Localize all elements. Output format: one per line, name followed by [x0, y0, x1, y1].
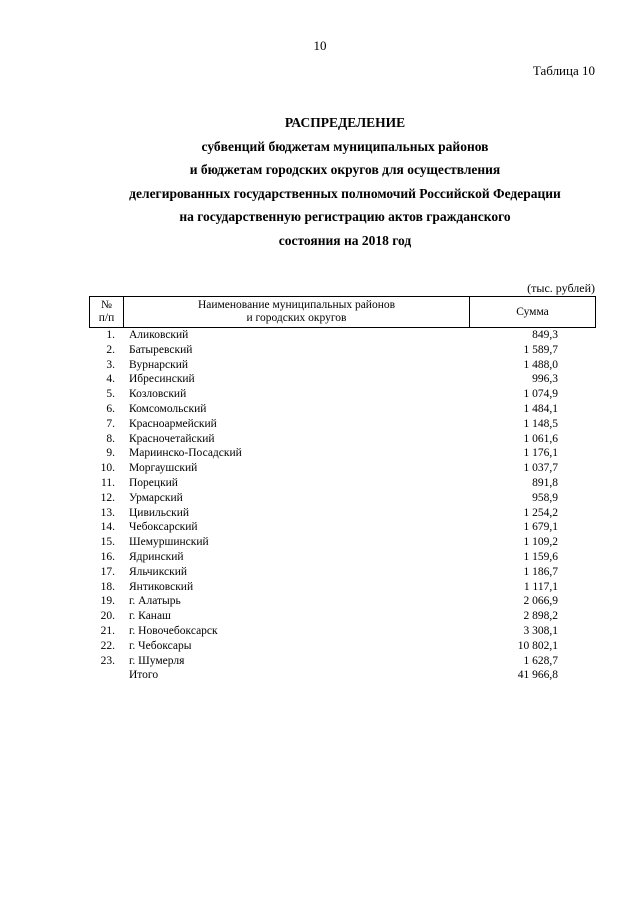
row-number: 22. [100, 639, 115, 652]
row-name: Козловский [129, 388, 187, 401]
total-row [89, 668, 596, 683]
table-row [89, 343, 596, 358]
row-number: 8. [106, 432, 115, 445]
table-row [89, 432, 596, 447]
row-name: г. Канаш [129, 610, 171, 623]
header-number [90, 297, 124, 327]
row-sum: 1 037,7 [523, 462, 558, 475]
table-row [89, 654, 596, 669]
row-sum: 849,3 [532, 329, 558, 341]
table-row [89, 491, 596, 506]
header-sum: Сумма [516, 305, 549, 318]
table-row [89, 565, 596, 580]
table-row [89, 476, 596, 491]
row-sum: 1 628,7 [523, 654, 558, 667]
row-number: 14. [100, 521, 115, 534]
units-note: (тыс. рублей) [527, 281, 595, 295]
header-number-line: п/п [98, 312, 115, 324]
row-number: 18. [100, 580, 115, 593]
row-name: Чебоксарский [129, 521, 198, 534]
row-sum: 1 159,6 [523, 550, 558, 563]
row-name: Мариинско-Посадский [129, 447, 242, 460]
table-row [89, 506, 596, 521]
header-name-line: Наименование муниципальных районов [197, 299, 396, 311]
row-sum: 958,9 [532, 491, 558, 504]
row-sum: 891,8 [532, 476, 558, 489]
table-row [89, 535, 596, 550]
row-number: 10. [100, 462, 115, 475]
row-sum: 1 117,1 [523, 580, 558, 593]
table-row [89, 624, 596, 639]
table-row [89, 328, 596, 343]
row-number: 6. [106, 402, 115, 415]
table-body [89, 328, 596, 668]
row-name: Урмарский [129, 491, 183, 504]
title-line: и бюджетам городских округов для осуществления [189, 162, 501, 178]
page-number: 10 [313, 38, 327, 53]
row-number: 21. [100, 624, 115, 637]
row-number: 5. [106, 388, 115, 401]
table-row [89, 402, 596, 417]
subsidy-table [89, 296, 596, 683]
table-row [89, 387, 596, 402]
row-number: 23. [100, 654, 115, 667]
row-number: 11. [101, 476, 115, 489]
table-row [89, 372, 596, 387]
table-row [89, 550, 596, 565]
row-name: Цивильский [129, 506, 190, 519]
row-name: Красноармейский [129, 417, 217, 430]
table-row [89, 580, 596, 595]
row-number: 17. [100, 565, 115, 578]
header-name-line: и городских округов [246, 312, 347, 324]
table-row [89, 520, 596, 535]
row-name: Аликовский [129, 329, 189, 341]
row-number: 1. [106, 329, 115, 341]
row-sum: 1 148,5 [523, 417, 558, 430]
header-number-line: № [101, 299, 112, 311]
row-number: 4. [106, 373, 115, 386]
row-sum: 10 802,1 [517, 639, 558, 652]
row-name: Шемуршинский [129, 536, 209, 549]
row-name: Моргаушский [129, 462, 198, 475]
total-number [89, 668, 115, 683]
row-number: 12. [100, 491, 115, 504]
row-sum: 1 679,1 [523, 521, 558, 534]
row-sum: 1 061,6 [523, 432, 558, 445]
row-name: Красночетайский [129, 432, 215, 445]
row-sum: 1 074,9 [523, 388, 558, 401]
table-header [89, 296, 596, 328]
row-number: 13. [100, 506, 115, 519]
row-number: 3. [106, 358, 115, 371]
row-number: 15. [100, 536, 115, 549]
total-label: Итого [129, 669, 159, 682]
table-row [89, 609, 596, 624]
row-name: Вурнарский [129, 358, 189, 371]
row-name: г. Шумерля [129, 654, 185, 667]
row-sum: 1 109,2 [523, 536, 558, 549]
row-sum: 1 186,7 [523, 565, 558, 578]
row-number: 7. [106, 417, 115, 430]
title-line: делегированных государственных полномочий Российской Федерации [129, 185, 561, 201]
row-number: 20. [100, 610, 115, 623]
row-sum: 2 066,9 [523, 595, 558, 608]
row-sum: 1 176,1 [523, 447, 558, 460]
row-name: Ибресинский [129, 373, 195, 386]
row-sum: 1 254,2 [523, 506, 558, 519]
row-name: г. Чебоксары [129, 639, 192, 652]
total-sum: 41 966,8 [517, 669, 558, 682]
row-sum: 1 484,1 [523, 402, 558, 415]
title-line: на государственную регистрацию актов гражданского [179, 209, 511, 225]
row-name: г. Новочебоксарск [129, 624, 218, 637]
row-sum: 1 488,0 [523, 358, 558, 371]
table-row [89, 594, 596, 609]
row-sum: 1 589,7 [523, 343, 558, 356]
row-name: Янтиковский [129, 580, 194, 593]
row-number: 16. [100, 550, 115, 563]
row-name: Яльчикский [129, 565, 188, 578]
row-number: 9. [106, 447, 115, 460]
header-name [124, 297, 470, 327]
row-name: Комсомольский [129, 402, 207, 415]
title-line: РАСПРЕДЕЛЕНИЕ [284, 115, 406, 130]
row-name: Ядринский [129, 550, 184, 563]
table-label: Таблица 10 [532, 63, 595, 78]
row-sum: 996,3 [532, 373, 558, 386]
document-title [80, 111, 610, 253]
table-row [89, 417, 596, 432]
row-number: 2. [106, 343, 115, 356]
table-row [89, 358, 596, 373]
table-row [89, 639, 596, 654]
row-sum: 2 898,2 [523, 610, 558, 623]
table-row [89, 461, 596, 476]
row-name: Батыревский [129, 343, 193, 356]
title-line: субвенций бюджетам муниципальных районов [201, 138, 489, 154]
title-line: состояния на 2018 год [278, 232, 412, 248]
row-sum: 3 308,1 [523, 624, 558, 637]
row-number: 19. [100, 595, 115, 608]
row-name: Порецкий [129, 476, 178, 489]
row-name: г. Алатырь [129, 595, 181, 608]
table-row [89, 446, 596, 461]
